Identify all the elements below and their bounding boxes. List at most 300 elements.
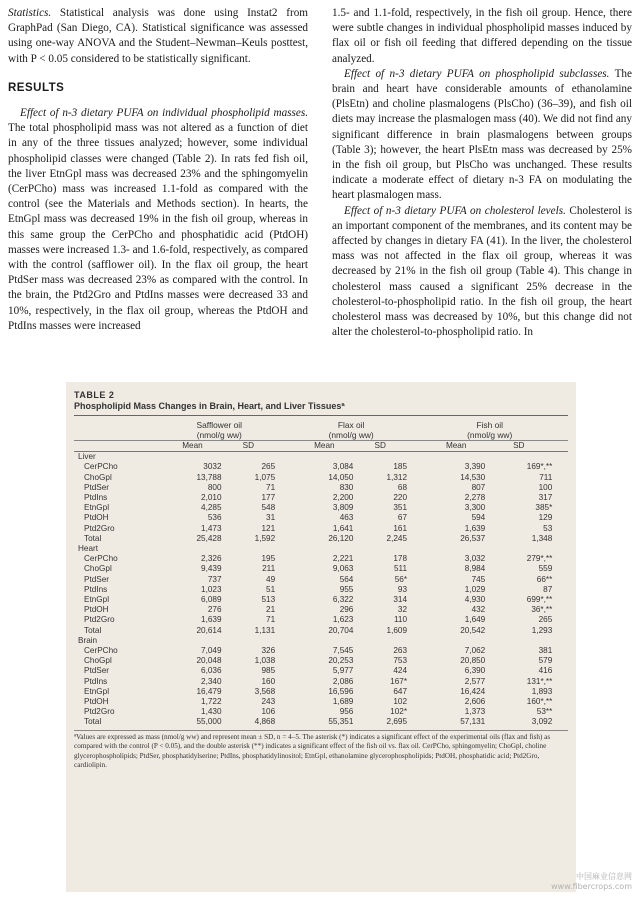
masses-lead: Effect of n-3 dietary PUFA on individual phospholipid masses. xyxy=(20,107,308,120)
sd-cell: 314 xyxy=(393,595,408,605)
table-row xyxy=(74,615,568,625)
sd-cell: 2,245 xyxy=(386,533,408,543)
mean-cell: 564 xyxy=(339,574,354,584)
column-gap xyxy=(407,717,427,727)
section-row-liver xyxy=(74,452,568,463)
mean-cell: 7,545 xyxy=(332,646,354,656)
column-gap xyxy=(275,595,295,605)
sd-cell: 326 xyxy=(261,646,276,656)
sd-cell: 381 xyxy=(538,646,553,656)
column-gap xyxy=(407,605,427,615)
sd-cell: 265 xyxy=(261,462,276,472)
column-gap xyxy=(552,554,568,564)
column-gap xyxy=(407,554,427,564)
sd-cell: 1,312 xyxy=(386,472,408,482)
column-gap xyxy=(552,595,568,605)
sd-cell: 753 xyxy=(393,656,408,666)
column-gap xyxy=(552,677,568,687)
row-label: PtdIns xyxy=(84,676,108,686)
row-label: PtdSer xyxy=(84,574,110,584)
watermark xyxy=(551,872,632,892)
sd-cell: 265 xyxy=(538,615,553,625)
mean-cell: 2,606 xyxy=(464,697,486,707)
row-label: ChoGpl xyxy=(84,656,112,666)
section-label: Heart xyxy=(78,544,99,554)
left-column xyxy=(8,6,308,334)
sd-cell: 177 xyxy=(261,493,276,503)
table-row xyxy=(74,575,568,585)
mean-cell: 20,253 xyxy=(328,656,354,666)
sd-cell: 178 xyxy=(393,554,408,564)
mean-cell: 6,322 xyxy=(332,595,354,605)
column-gap xyxy=(407,503,427,513)
mean-cell: 3,032 xyxy=(464,554,486,564)
mean-cell: 1,430 xyxy=(201,707,222,717)
sd-cell: 106 xyxy=(261,707,276,717)
mean-cell: 956 xyxy=(339,707,354,717)
mean-cell: 6,036 xyxy=(201,666,222,676)
masses-paragraph xyxy=(8,106,308,334)
mean-cell: 26,537 xyxy=(460,533,486,543)
mean-cell: 2,340 xyxy=(201,676,222,686)
sd-cell: 32 xyxy=(397,605,408,615)
column-gap xyxy=(552,687,568,697)
table-row xyxy=(74,483,568,493)
mean-cell: 7,062 xyxy=(464,646,486,656)
mean-cell: 6,089 xyxy=(201,595,222,605)
sd-cell: 263 xyxy=(393,646,408,656)
sd-cell: 385* xyxy=(535,503,553,513)
sd-cell: 161 xyxy=(393,523,408,533)
sd-cell: 110 xyxy=(393,615,408,625)
watermark-line2: www.fibercrops.com xyxy=(551,882,632,891)
mean-cell: 16,596 xyxy=(328,686,354,696)
mean-cell: 2,221 xyxy=(332,554,354,564)
section-label: Brain xyxy=(78,635,98,645)
mean-cell: 432 xyxy=(471,605,486,615)
table-title: Phospholipid Mass Changes in Brain, Heart, and Liver Tissuesª xyxy=(74,401,345,411)
row-label: PtdOH xyxy=(84,513,109,523)
mean-header: Mean xyxy=(295,441,353,452)
row-label: CerPCho xyxy=(84,462,118,472)
row-label: Ptd2Gro xyxy=(84,707,115,717)
sd-cell: 4,868 xyxy=(254,717,276,727)
mean-cell: 1,029 xyxy=(464,584,486,594)
masses-text: The total phospholipid mass was not altered as a function of diet in any of the three tissues analyzed; however, some individual phospholipid classes were changed (Table 2). In rats fed fish oil, the liver EtnGpl mass was decreased 23% and the sphingomyelin (CerPCho) mass was increased 1.1-fold as compared with the control (see the Materials and Methods section). In hearts, the EtnGpl mass was decreased 19% in the fish oil group, whereas in this same group the CerPCho and phosphatidic acid (PtdOH) masses were increased 1.3- and 1.6-fold, respectively, as compared with the control (safflower oil). In the flax oil group, the heart PtdSer mass was decreased 23% as compared with the control. In the brain, the Ptd2Gro and PtdIns masses were decreased 33 and 10%, respectively, in the flax oil group, whereas the PtdOH and PtdIns masses were increased xyxy=(8,122,308,332)
sd-cell: 1,893 xyxy=(531,686,553,696)
sd-cell: 167* xyxy=(390,676,408,686)
sd-cell: 121 xyxy=(261,523,276,533)
statistics-text: Statistical analysis was done using Instat2 from GraphPad (San Diego, CA). Statistical significance was assessed using one-way ANOVA and the Student–Newman–Keuls posttest, with P < 0.05 considered to be statistically significant. xyxy=(8,7,308,65)
column-gap xyxy=(275,503,295,513)
sd-cell: 559 xyxy=(538,564,553,574)
mean-cell: 14,050 xyxy=(328,472,354,482)
mean-cell: 20,614 xyxy=(196,625,222,635)
mean-cell: 16,424 xyxy=(460,686,486,696)
sd-cell: 160 xyxy=(261,676,276,686)
group-header-fish: Fish oil (nmol/g ww) xyxy=(467,420,513,440)
mean-cell: 9,063 xyxy=(332,564,354,574)
sd-cell: 211 xyxy=(262,564,276,574)
sd-cell: 513 xyxy=(261,595,276,605)
sd-cell: 3,092 xyxy=(531,717,553,727)
mean-cell: 16,479 xyxy=(196,686,222,696)
column-gap xyxy=(275,707,295,717)
mean-cell: 1,473 xyxy=(201,523,222,533)
sd-cell: 21 xyxy=(266,605,276,615)
sd-cell: 71 xyxy=(266,482,276,492)
mean-cell: 1,689 xyxy=(332,697,354,707)
mean-cell: 9,439 xyxy=(201,564,222,574)
table-row xyxy=(74,462,568,472)
sd-cell: 220 xyxy=(393,493,408,503)
group-header-flax: Flax oil (nmol/g ww) xyxy=(328,420,374,440)
column-gap xyxy=(552,615,568,625)
mean-header: Mean xyxy=(163,441,221,452)
sd-cell: 66** xyxy=(536,574,553,584)
column-gap xyxy=(275,554,295,564)
row-label: CerPCho xyxy=(84,646,118,656)
mean-cell: 800 xyxy=(207,482,222,492)
column-gap xyxy=(275,605,295,615)
sd-cell: 511 xyxy=(393,564,408,574)
mean-cell: 276 xyxy=(207,605,222,615)
table-row xyxy=(74,513,568,523)
sub-header-row xyxy=(74,441,568,452)
row-label: ChoGpl xyxy=(84,564,112,574)
watermark-line1: 中国麻业信息网 xyxy=(576,872,632,881)
mean-cell: 1,639 xyxy=(464,523,486,533)
column-gap xyxy=(275,687,295,697)
column-gap xyxy=(407,473,427,483)
table-row xyxy=(74,626,568,636)
column-gap xyxy=(407,575,427,585)
table-row xyxy=(74,717,568,727)
mean-cell: 7,049 xyxy=(201,646,222,656)
section-label: Liver xyxy=(78,452,96,462)
column-gap xyxy=(407,524,427,534)
mean-cell: 1,641 xyxy=(332,523,354,533)
row-label: PtdOH xyxy=(84,697,109,707)
column-gap xyxy=(275,513,295,523)
column-gap xyxy=(275,524,295,534)
table-2 xyxy=(66,382,576,892)
sd-cell: 51 xyxy=(266,584,276,594)
mean-cell: 25,428 xyxy=(196,533,222,543)
sd-cell: 424 xyxy=(393,666,408,676)
column-gap xyxy=(275,646,295,656)
column-gap xyxy=(552,717,568,727)
column-gap xyxy=(407,646,427,656)
row-label: EtnGpl xyxy=(84,686,110,696)
mean-cell: 4,285 xyxy=(201,503,222,513)
column-gap xyxy=(552,707,568,717)
column-gap xyxy=(552,575,568,585)
mean-cell: 55,351 xyxy=(328,717,354,727)
sd-header: SD xyxy=(485,441,552,452)
mean-cell: 2,200 xyxy=(332,493,354,503)
mean-cell: 57,131 xyxy=(460,717,486,727)
column-gap xyxy=(552,462,568,472)
sd-cell: 1,609 xyxy=(386,625,408,635)
mean-cell: 830 xyxy=(339,482,354,492)
column-gap xyxy=(275,697,295,707)
sd-cell: 102* xyxy=(390,707,408,717)
sd-cell: 49 xyxy=(266,574,276,584)
row-label: CerPCho xyxy=(84,554,118,564)
sd-cell: 56* xyxy=(394,574,408,584)
table-row xyxy=(74,656,568,666)
column-gap xyxy=(407,666,427,676)
sd-cell: 71 xyxy=(266,615,276,625)
column-gap xyxy=(407,564,427,574)
sd-cell: 102 xyxy=(393,697,408,707)
column-gap xyxy=(275,656,295,666)
sd-cell: 351 xyxy=(393,503,408,513)
table-row xyxy=(74,646,568,656)
sd-cell: 1,348 xyxy=(531,533,553,543)
mean-cell: 26,120 xyxy=(328,533,354,543)
subclass-lead: Effect of n-3 dietary PUFA on phospholipid subclasses. xyxy=(344,67,610,80)
column-gap xyxy=(407,462,427,472)
sd-cell: 195 xyxy=(261,554,276,564)
cholesterol-paragraph xyxy=(332,204,632,341)
sd-header: SD xyxy=(353,441,407,452)
column-gap xyxy=(552,524,568,534)
table-row xyxy=(74,585,568,595)
column-gap xyxy=(275,666,295,676)
mean-cell: 14,530 xyxy=(460,472,486,482)
column-gap xyxy=(407,483,427,493)
mean-cell: 807 xyxy=(471,482,486,492)
sd-cell: 31 xyxy=(266,513,276,523)
column-gap xyxy=(407,687,427,697)
cholesterol-text: Cholesterol is an important component of the membranes, and its content may be affected by changes in dietary FA (41). In the liver, the cholesterol mass was not affected in the flax oil group, whereas it was decreased by 21% in the fish oil group (Table 4). This change in cholesterol mass caused a significant 25% decrease in the cholesterol-to-phospholipid ratio. In the fish oil group, the heart cholesterol mass was decreased by 10%, but this change did not alter the cholesterol-to-phospholipid ratio. In xyxy=(332,204,632,339)
sd-cell: 647 xyxy=(393,686,408,696)
table-row xyxy=(74,666,568,676)
column-gap xyxy=(552,585,568,595)
column-gap xyxy=(552,564,568,574)
column-gap xyxy=(552,697,568,707)
row-label: Total xyxy=(84,717,102,727)
sd-cell: 68 xyxy=(397,482,408,492)
sd-cell: 129 xyxy=(538,513,553,523)
mean-cell: 8,984 xyxy=(464,564,486,574)
mean-cell: 3,809 xyxy=(332,503,354,513)
column-gap xyxy=(407,707,427,717)
column-gap xyxy=(275,473,295,483)
sd-cell: 699*,** xyxy=(526,595,553,605)
subclass-paragraph xyxy=(332,67,632,204)
sd-cell: 169*,** xyxy=(526,462,553,472)
sd-cell: 100 xyxy=(538,482,553,492)
mean-cell: 20,850 xyxy=(460,656,486,666)
mean-cell: 1,373 xyxy=(464,707,486,717)
row-label: Ptd2Gro xyxy=(84,615,115,625)
sd-cell: 87 xyxy=(543,584,553,594)
sd-cell: 131*,** xyxy=(526,676,553,686)
table-row xyxy=(74,534,568,544)
mean-cell: 20,704 xyxy=(328,625,354,635)
sd-cell: 3,568 xyxy=(254,686,276,696)
row-label: PtdIns xyxy=(84,584,108,594)
row-label: ChoGpl xyxy=(84,472,112,482)
mean-cell: 1,623 xyxy=(332,615,354,625)
sd-cell: 160*,** xyxy=(526,697,553,707)
mean-cell: 6,390 xyxy=(464,666,486,676)
subclass-text: The brain and heart have considerable amounts of ethanolamine (PlsEtn) and choline plasmalogens (PlsCho) (36–39), and fish oil diets may increase the plasmalogen mass (40). We did not find any significant difference in brain plasmalogens between groups (Table 3); however, the heart PlsEtn mass was decreased by 25% in the fish oil group, but PlsCho was unchanged. These results indicate a moderate effect of dietary n-3 FA on modulating the heart plasmalogen mass. xyxy=(332,67,632,202)
sd-cell: 53** xyxy=(536,707,553,717)
mean-header: Mean xyxy=(427,441,485,452)
row-label: PtdIns xyxy=(84,493,108,503)
column-gap xyxy=(552,483,568,493)
column-gap xyxy=(407,595,427,605)
group-header-safflower: Safflower oil (nmol/g ww) xyxy=(196,420,243,440)
column-gap xyxy=(275,534,295,544)
sd-header: SD xyxy=(222,441,276,452)
column-gap xyxy=(552,646,568,656)
row-label: PtdOH xyxy=(84,605,109,615)
mean-cell: 745 xyxy=(471,574,486,584)
column-gap xyxy=(407,493,427,503)
row-label: Ptd2Gro xyxy=(84,523,115,533)
row-label: EtnGpl xyxy=(84,595,110,605)
mean-cell: 594 xyxy=(471,513,486,523)
table-row xyxy=(74,595,568,605)
sd-cell: 1,038 xyxy=(254,656,276,666)
column-gap xyxy=(552,626,568,636)
sd-cell: 1,293 xyxy=(531,625,553,635)
mean-cell: 2,010 xyxy=(201,493,222,503)
row-label: Total xyxy=(84,625,102,635)
column-gap xyxy=(275,564,295,574)
mean-cell: 1,722 xyxy=(201,697,222,707)
mean-cell: 13,788 xyxy=(196,472,222,482)
mean-cell: 55,000 xyxy=(196,717,222,727)
table-row xyxy=(74,524,568,534)
table-label: TABLE 2 xyxy=(74,390,115,400)
column-gap xyxy=(552,666,568,676)
table-footnote: ªValues are expressed as mass (nmol/g ww) and represent mean ± SD, n = 4–5. The asterisk (*) indicates a significant effect of the experimental oils (flax and fish) as compared with the control (P < 0.05), and the double asterisk (**) indicates a significant effect of the fish oil vs. flax oil. CerPCho, sphingomyelin; ChoGpl, choline glycerophospholipids; PtdSer, phosphatidylserine; PtdIns, phosphatidylinositol; EtnGpl, ethanolamine glycerophospholipids; PtdOH, phosphatidic acid; Ptd2Gro, cardiolipin. xyxy=(74,730,568,771)
sd-cell: 53 xyxy=(543,523,553,533)
sd-cell: 579 xyxy=(538,656,553,666)
column-gap xyxy=(407,656,427,666)
sd-cell: 93 xyxy=(397,584,408,594)
sd-cell: 2,695 xyxy=(386,717,408,727)
table-row xyxy=(74,554,568,564)
mean-cell: 3032 xyxy=(203,462,222,472)
sd-cell: 1,075 xyxy=(254,472,276,482)
results-heading: RESULTS xyxy=(8,81,65,94)
mean-cell: 536 xyxy=(207,513,222,523)
column-gap xyxy=(275,483,295,493)
sd-cell: 243 xyxy=(261,697,276,707)
row-label: PtdSer xyxy=(84,482,110,492)
column-gap xyxy=(552,513,568,523)
sd-cell: 711 xyxy=(539,472,553,482)
column-gap xyxy=(275,615,295,625)
continued-paragraph: 1.5- and 1.1-fold, respectively, in the fish oil group. Hence, there were subtle changes in individual phospholipid masses induced by flax oil or fish oil feeding that differed depending on the tissue analyzed. xyxy=(332,7,632,65)
sd-cell: 36*,** xyxy=(531,605,553,615)
sd-cell: 1,131 xyxy=(254,625,276,635)
table-row xyxy=(74,707,568,717)
sd-cell: 985 xyxy=(261,666,276,676)
column-gap xyxy=(407,534,427,544)
mean-cell: 5,977 xyxy=(332,666,354,676)
cholesterol-lead: Effect of n-3 dietary PUFA on cholesterol levels. xyxy=(344,204,566,217)
mean-cell: 296 xyxy=(339,605,354,615)
column-gap xyxy=(552,503,568,513)
row-label: Total xyxy=(84,533,102,543)
mean-cell: 3,300 xyxy=(464,503,486,513)
statistics-lead: Statistics. xyxy=(8,7,52,19)
column-gap xyxy=(275,585,295,595)
statistics-paragraph xyxy=(8,6,308,67)
table-row xyxy=(74,677,568,687)
sd-cell: 279*,** xyxy=(526,554,553,564)
group-header-row xyxy=(74,416,568,441)
table-row xyxy=(74,564,568,574)
sd-cell: 67 xyxy=(397,513,408,523)
column-gap xyxy=(552,656,568,666)
right-column xyxy=(332,6,632,340)
column-gap xyxy=(552,534,568,544)
mean-cell: 2,326 xyxy=(201,554,222,564)
table-row xyxy=(74,687,568,697)
mean-cell: 3,390 xyxy=(464,462,486,472)
column-gap xyxy=(552,605,568,615)
table-row xyxy=(74,605,568,615)
mean-cell: 20,048 xyxy=(196,656,222,666)
column-gap xyxy=(275,717,295,727)
table-row xyxy=(74,473,568,483)
column-gap xyxy=(407,697,427,707)
column-gap xyxy=(552,473,568,483)
mean-cell: 463 xyxy=(339,513,354,523)
mean-cell: 1,639 xyxy=(201,615,222,625)
column-gap xyxy=(275,626,295,636)
column-gap xyxy=(407,585,427,595)
mean-cell: 1,649 xyxy=(464,615,486,625)
mean-cell: 737 xyxy=(207,574,222,584)
table-row xyxy=(74,503,568,513)
section-row-brain xyxy=(74,636,568,646)
phospholipid-table xyxy=(74,416,568,728)
sd-cell: 1,592 xyxy=(254,533,276,543)
table-row xyxy=(74,697,568,707)
sd-cell: 416 xyxy=(538,666,553,676)
column-gap xyxy=(407,513,427,523)
row-label: EtnGpl xyxy=(84,503,110,513)
sd-cell: 317 xyxy=(538,493,553,503)
table-row xyxy=(74,493,568,503)
mean-cell: 3,084 xyxy=(332,462,354,472)
column-gap xyxy=(407,677,427,687)
column-gap xyxy=(407,626,427,636)
column-gap xyxy=(275,677,295,687)
column-gap xyxy=(552,493,568,503)
mean-cell: 20,542 xyxy=(460,625,486,635)
mean-cell: 2,278 xyxy=(464,493,486,503)
section-row-heart xyxy=(74,544,568,554)
column-gap xyxy=(407,615,427,625)
mean-cell: 2,577 xyxy=(464,676,486,686)
mean-cell: 4,930 xyxy=(464,595,486,605)
sd-cell: 548 xyxy=(261,503,276,513)
mean-cell: 2,086 xyxy=(332,676,354,686)
mean-cell: 955 xyxy=(339,584,354,594)
sd-cell: 185 xyxy=(393,462,408,472)
